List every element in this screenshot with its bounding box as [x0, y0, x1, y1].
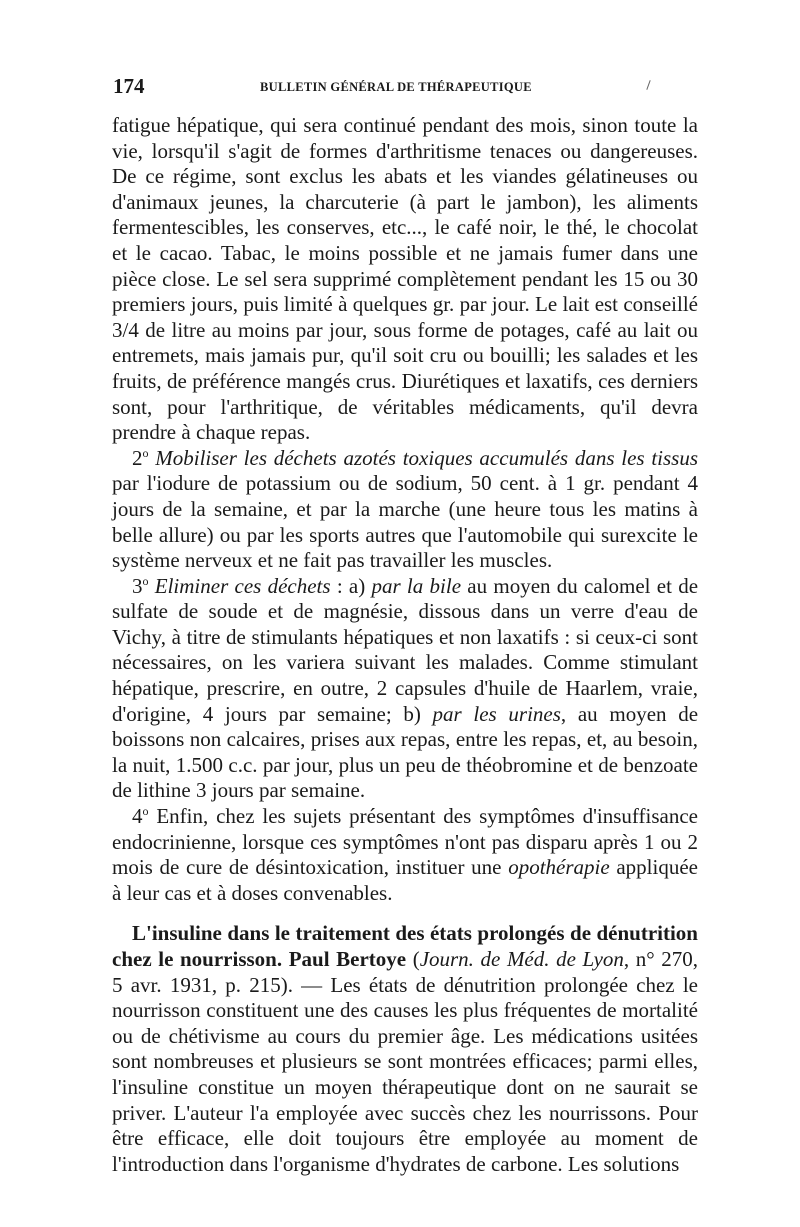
- article-title: L'insuline dans le traitement des états prolongés de dénutrition chez le nourrisson. Paul Bertoye: [112, 921, 698, 971]
- running-header: [113, 74, 703, 100]
- journal-reference: Journ. de Méd. de Lyon: [419, 947, 624, 971]
- paragraph-step-4: 4$^o$ Enfin, chez les sujets présentant des symptômes d'insuffisance endocrinienne, lorsque ces symptômes n'ont pas disparu après 1 ou 2 mois de cure de désintoxication, instituer une opothérapie appliquée à leur cas et à doses convenables.: [112, 804, 698, 905]
- step-number: 2: [132, 445, 143, 470]
- body-text: [112, 113, 698, 1177]
- journal-title: BULLETIN GÉNÉRAL DE THÉRAPEUTIQUE: [260, 80, 532, 94]
- article-abstract: L'insuline dans le traitement des états prolongés de dénutrition chez le nourrisson. Paul Bertoye (Journ. de Méd. de Lyon, n° 270, 5 avr. 1931, p. 215). — Les états de dénutrition prolongée chez le nourrisson constituent une des causes les plus fréquentes de mortalité ou de chétivisme au cours du premier âge. Les médications usitées sont nombreuses et plusieurs se sont montrées efficaces; parmi elles, l'insuline constitue un moyen thérapeutique dont on ne saurait se priver. L'auteur l'a employée avec succès chez les nourrissons. Pour être efficace, elle doit toujours être employée au moment de l'introduction dans l'organisme d'hydrates de carbone. Les solutions: [112, 921, 698, 1176]
- article-body: Les états de dénutrition prolongée chez le nourrisson constituent une des causes les plus fréquentes de mortalité ou de chétivisme au cours du premier âge. Les médications usitées sont nombreuses et plusieurs se sont montrées efficaces; parmi elles, l'insuline constitue un moyen thérapeutique dont on ne saurait se priver. L'auteur l'a employée avec succès chez les nourrissons. Pour être efficace, elle doit toujours être employée au moment de l'introduction dans l'organisme d'hydrates de carbone. Les solutions: [112, 972, 698, 1176]
- section-gap: [112, 906, 698, 921]
- step-number: 4: [132, 804, 143, 829]
- paragraph-step-3: 3$^o$ Eliminer ces déchets : a) par la bile au moyen du calomel et de sulfate de soude et de magnésie, dissous dans un verre d'eau de Vichy, à titre de stimulants hépatiques et non laxatifs : si ceux-ci sont nécessaires, on les variera suivant les malades. Comme stimulant hépatique, prescrire, en outre, 2 capsules d'huile de Haarlem, vraie, d'origine, 4 jours par semaine; b) par les urines, au moyen de boissons non calcaires, prises aux repas, entre les repas, et, au besoin, la nuit, 1.500 c.c. par jour, plus un peu de théobromine et de benzoate de lithine 3 jours par semaine.: [112, 573, 699, 803]
- step-number: 3: [132, 573, 143, 598]
- page-number: 174: [113, 74, 145, 98]
- step-title: Mobiliser les déchets azotés toxiques accumulés dans les tissus: [155, 445, 698, 470]
- step-title: Eliminer ces déchets: [154, 573, 331, 598]
- paragraph-step-2: 2$^o$ Mobiliser les déchets azotés toxiques accumulés dans les tissus par l'iodure de potassium ou de sodium, 50 cent. à 1 gr. pendant 4 jours de la semaine, et par la marche (une heure tous les matins à belle allure) ou par les sports autres que l'automobile qui surexcite le système nerveux et ne fait pas travailler les muscles.: [112, 445, 698, 573]
- paragraph-diet: fatigue hépatique, qui sera continué pendant des mois, sinon toute la vie, lorsqu'il s'agit de formes d'arthritisme tenaces ou dangereuses. De ce régime, sont exclus les abats et les viandes gélatineuses ou d'animaux jeunes, la charcuterie (à part le jambon), les aliments fermentescibles, les conserves, etc..., le café noir, le thé, le chocolat et le cacao. Tabac, le moins possible et ne jamais fumer dans une pièce close. Le sel sera supprimé complètement pendant les 15 ou 30 premiers jours, puis limité à quelques gr. par jour. Le lait est conseillé 3/4 de litre au moins par jour, sous forme de potages, café au lait ou entremets, mais jamais pur, qu'il soit cru ou bouilli; les salades et les fruits, de préférence mangés crus. Diurétiques et laxatifs, ces derniers sont, pour l'arthritique, de véritables médicaments, qu'il devra prendre à chaque repas.: [112, 113, 698, 445]
